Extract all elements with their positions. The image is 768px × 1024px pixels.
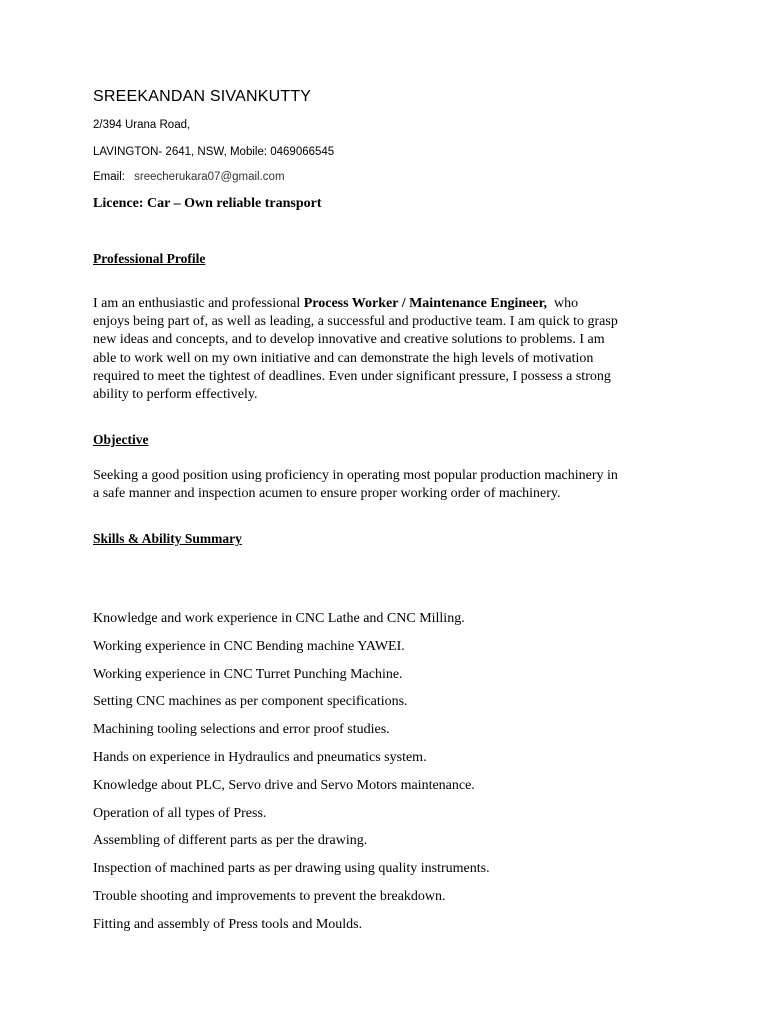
- skill-item: Working experience in CNC Turret Punching Machine.: [93, 666, 403, 682]
- objective-line-2: a safe manner and inspection acumen to ensure proper working order of machinery.: [93, 486, 561, 502]
- skill-item: Trouble shooting and improvements to prevent the breakdown.: [93, 888, 446, 904]
- skill-item: Fitting and assembly of Press tools and Moulds.: [93, 916, 363, 932]
- skills-list: [93, 610, 490, 944]
- objective-heading: Objective: [93, 432, 149, 447]
- profile-line-1: [93, 295, 693, 313]
- profile-line-6: ability to perform effectively.: [93, 387, 258, 403]
- profile-line-1-post: who: [547, 296, 579, 311]
- skill-item: Setting CNC machines as per component specifications.: [93, 694, 408, 710]
- profile-line-4: able to work well on my own initiative and can demonstrate the high levels of motivation: [93, 350, 594, 366]
- objective-line-1: Seeking a good position using proficiency in operating most popular production machinery in: [93, 468, 618, 483]
- skill-item: Working experience in CNC Bending machine YAWEI.: [93, 638, 405, 654]
- skill-item: Hands on experience in Hydraulics and pneumatics system.: [93, 749, 427, 765]
- address-line-2: LAVINGTON- 2641, NSW, Mobile: 0469066545: [93, 146, 335, 158]
- skill-item: Inspection of machined parts as per drawing using quality instruments.: [93, 861, 490, 877]
- email-line: [93, 171, 285, 183]
- skill-item: Assembling of different parts as per the drawing.: [93, 833, 368, 849]
- address-line-1: 2/394 Urana Road,: [93, 119, 191, 131]
- email-value: sreecherukara07@gmail.com: [134, 171, 285, 183]
- profile-line-3: new ideas and concepts, and to develop innovative and creative solutions to problems. I am: [93, 332, 605, 348]
- skill-item: Operation of all types of Press.: [93, 805, 267, 821]
- skill-item: Knowledge about PLC, Servo drive and Servo Motors maintenance.: [93, 777, 475, 793]
- profile-role-bold: Process Worker / Maintenance Engineer,: [303, 296, 548, 311]
- profile-line-2: enjoys being part of, as well as leading, a successful and productive team. I am quick to grasp: [93, 314, 618, 330]
- licence-line: Licence: Car – Own reliable transport: [93, 196, 322, 211]
- email-label: Email:: [93, 171, 125, 183]
- professional-profile-text: [93, 295, 693, 404]
- skill-item: Machining tooling selections and error proof studies.: [93, 722, 390, 738]
- skills-heading: Skills & Ability Summary: [93, 531, 242, 546]
- profile-line-1-pre: I am an enthusiastic and professional: [93, 296, 304, 311]
- skill-item: Knowledge and work experience in CNC Lathe and CNC Milling.: [93, 611, 465, 626]
- candidate-name: SREEKANDAN SIVANKUTTY: [93, 88, 312, 105]
- objective-text: [93, 467, 693, 503]
- professional-profile-heading: Professional Profile: [93, 251, 206, 266]
- profile-line-5: required to meet the tightest of deadlines. Even under significant pressure, I possess a strong: [93, 368, 611, 384]
